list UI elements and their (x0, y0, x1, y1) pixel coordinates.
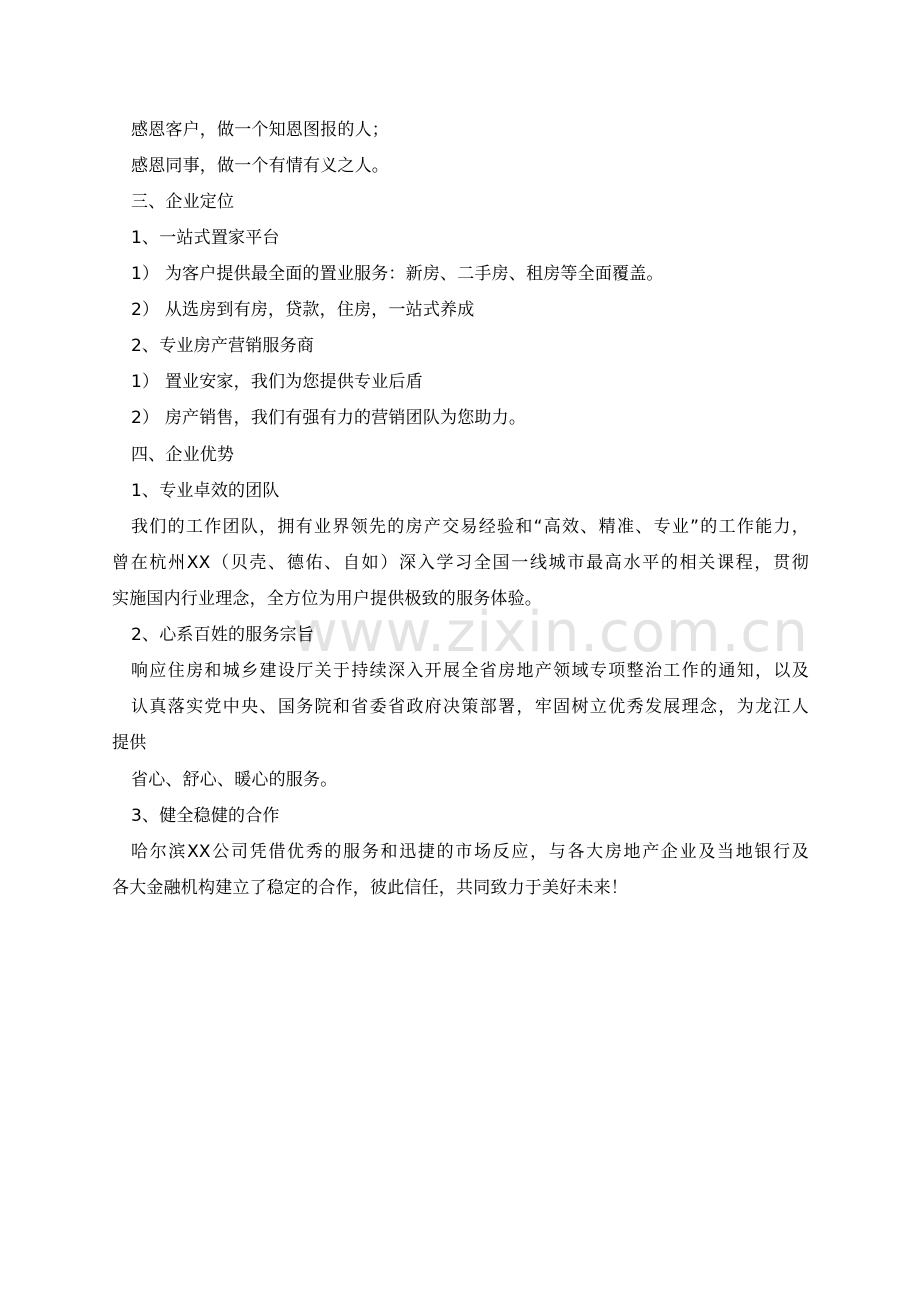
list-item: 2） 房产销售，我们有强有力的营销团队为您助力。 (131, 408, 527, 428)
list-item: 1） 为客户提供最全面的置业服务：新房、二手房、租房等全面覆盖。 (131, 264, 664, 284)
paragraph-line: 提供 (112, 733, 147, 753)
paragraph-line: 曾在杭州XX（贝壳、德佑、自如）深入学习全国一线城市最高水平的相关课程，贯彻 (112, 553, 809, 573)
list-item: 1） 置业安家，我们为您提供专业后盾 (131, 372, 423, 392)
paragraph-line: 实施国内行业理念，全方位为用户提供极致的服务体验。 (112, 589, 542, 609)
subsection-heading: 2、专业房产营销服务商 (131, 336, 315, 356)
subsection-heading: 1、一站式置家平台 (131, 228, 280, 248)
paragraph-line: 感恩客户，做一个知恩图报的人； (131, 120, 389, 140)
paragraph-line: 感恩同事，做一个有情有义之人。 (131, 156, 389, 176)
subsection-heading: 2、心系百姓的服务宗旨 (131, 625, 315, 645)
subsection-heading: 3、健全稳健的合作 (131, 806, 280, 826)
paragraph-line: 哈尔滨XX公司凭借优秀的服务和迅捷的市场反应，与各大房地产企业及当地银行及 (131, 842, 809, 862)
section-heading: 三、企业定位 (131, 192, 235, 212)
list-item: 2） 从选房到有房，贷款，住房，一站式养成 (131, 300, 475, 320)
paragraph-line: 我们的工作团队，拥有业界领先的房产交易经验和“高效、精准、专业”的工作能力， (131, 517, 809, 537)
paragraph-line: 各大金融机构建立了稳定的合作，彼此信任，共同致力于美好未来！ (112, 878, 628, 898)
subsection-heading: 1、专业卓效的团队 (131, 481, 280, 501)
paragraph-line: 认真落实党中央、国务院和省委省政府决策部署，牢固树立优秀发展理念，为龙江人 (131, 697, 809, 717)
watermark: www.zixin.com.cn (292, 600, 809, 665)
paragraph-line: 省心、舒心、暖心的服务。 (131, 770, 338, 790)
paragraph-line: 响应住房和城乡建设厅关于持续深入开展全省房地产领域专项整治工作的通知，以及 (131, 661, 809, 681)
section-heading: 四、企业优势 (131, 445, 235, 465)
